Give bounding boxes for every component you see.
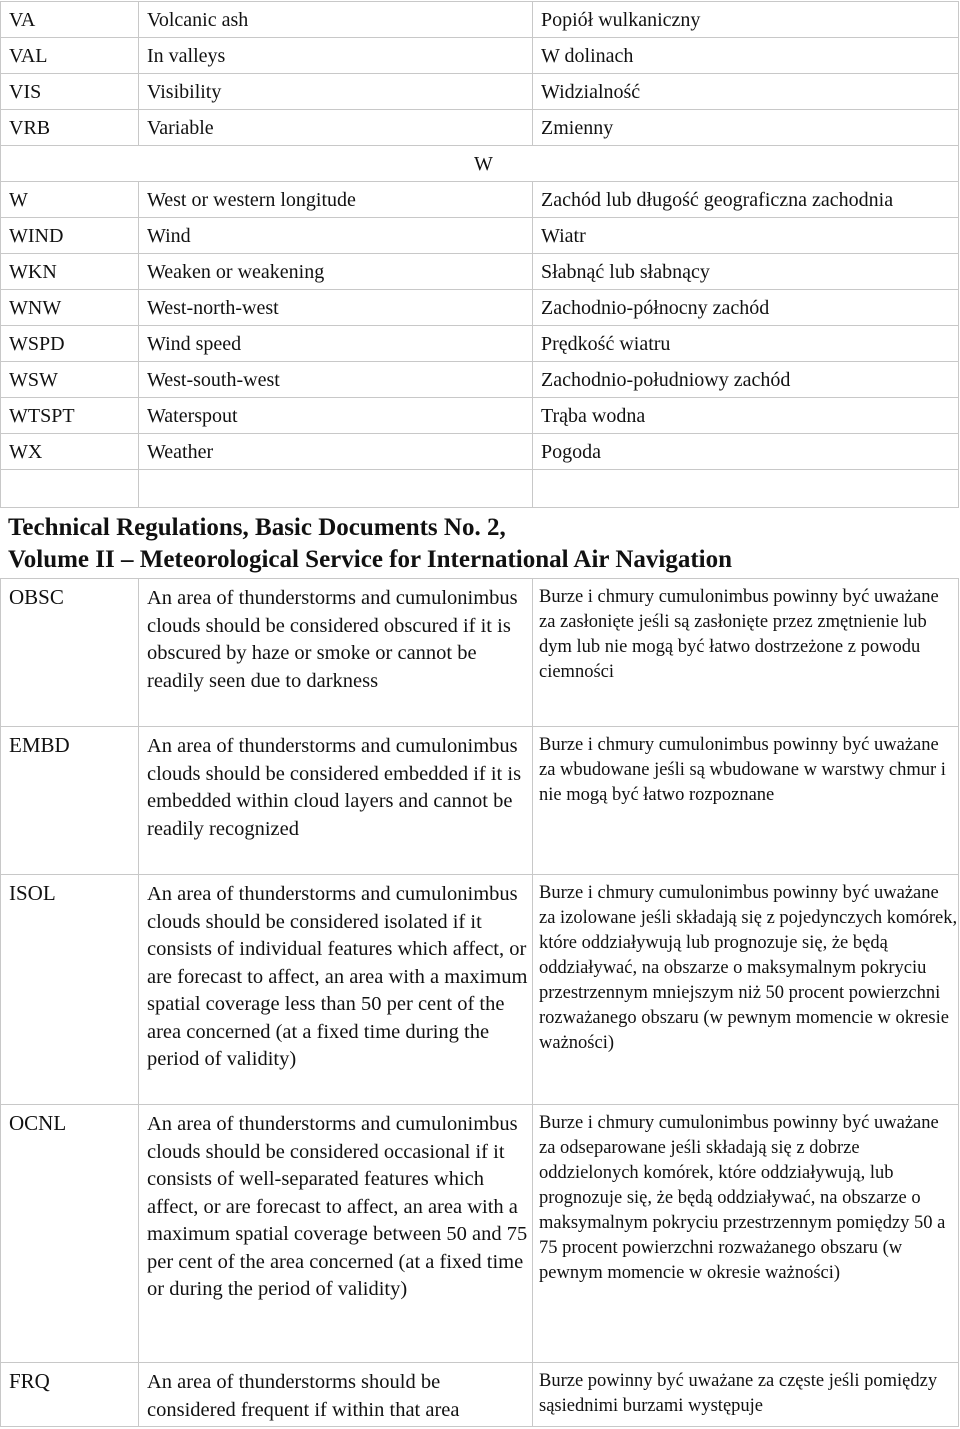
abbr-polish: Prędkość wiatru [533, 326, 959, 362]
definition-code: FRQ [1, 1363, 139, 1427]
table-row [1, 38, 959, 74]
definition-code: EMBD [1, 727, 139, 875]
definition-polish: Burze i chmury cumulonimbus powinny być uważane za wbudowane jeśli są wbudowane w warstwy chmur i nie mogą być łatwo rozpoznane [533, 727, 959, 875]
abbr-english: Visibility [139, 74, 533, 110]
table-row [1, 1363, 959, 1427]
abbr-english: In valleys [139, 38, 533, 74]
abbr-code: WIND [1, 218, 139, 254]
table-row [1, 326, 959, 362]
definition-polish: Burze i chmury cumulonimbus powinny być uważane za izolowane jeśli składają się z pojedynczych komórek, które oddziaływują lub prognozuje się, że będą oddziaływać, na obszarze o maksymalnym pokryciu przestrzennym mniejszym niż 50 procent powierzchni rozważanego obszaru (w pewnym momencie w okresie ważności) [533, 875, 959, 1105]
definition-polish: Burze powinny być uważane za częste jeśli pomiędzy sąsiednimi burzami występuje [533, 1363, 959, 1427]
table-row [1, 398, 959, 434]
abbr-english: Variable [139, 110, 533, 146]
abbr-english: Weaken or weakening [139, 254, 533, 290]
table-row [1, 110, 959, 146]
abbr-polish: Widzialność [533, 74, 959, 110]
table-row [1, 254, 959, 290]
heading-line-2: Volume II – Meteorological Service for International Air Navigation [8, 546, 732, 573]
abbr-english: West-south-west [139, 362, 533, 398]
table-row [1, 218, 959, 254]
abbr-english: West or western longitude [139, 182, 533, 218]
abbreviation-table [0, 1, 959, 508]
table-row [1, 434, 959, 470]
abbr-code: WNW [1, 290, 139, 326]
abbr-polish: Zachód lub długość geograficzna zachodnia [533, 182, 959, 218]
abbr-english: Wind [139, 218, 533, 254]
abbr-code: VAL [1, 38, 139, 74]
definition-english: An area of thunderstorms and cumulonimbus clouds should be considered obscured if it is obscured by haze or smoke or cannot be readily seen due to darkness [139, 579, 533, 727]
table-row [1, 2, 959, 38]
abbr-code: WTSPT [1, 398, 139, 434]
abbr-polish: Wiatr [533, 218, 959, 254]
abbr-polish: Zachodnio-południowy zachód [533, 362, 959, 398]
abbr-english: Volcanic ash [139, 2, 533, 38]
table-row [1, 74, 959, 110]
table-row [1, 362, 959, 398]
table-row [1, 875, 959, 1105]
abbr-code: WSW [1, 362, 139, 398]
table-row [1, 290, 959, 326]
heading-line-1: Technical Regulations, Basic Documents No. 2, [8, 514, 506, 541]
definitions-table [0, 578, 959, 1427]
document-heading [8, 512, 732, 576]
abbr-code: WX [1, 434, 139, 470]
abbr-code: WSPD [1, 326, 139, 362]
abbr-polish: Pogoda [533, 434, 959, 470]
definition-english: An area of thunderstorms and cumulonimbus clouds should be considered embedded if it is embedded within cloud layers and cannot be readily recognized [139, 727, 533, 875]
abbr-english: West-north-west [139, 290, 533, 326]
definition-polish: Burze i chmury cumulonimbus powinny być uważane za zasłonięte jeśli są zasłonięte przez zmętnienie lub dym lub nie mogą być łatwo dostrzeżone z powodu ciemności [533, 579, 959, 727]
table-row [1, 579, 959, 727]
table-row [1, 1105, 959, 1363]
abbr-code: VRB [1, 110, 139, 146]
abbr-polish: Zachodnio-północny zachód [533, 290, 959, 326]
abbr-polish: Słabnąć lub słabnący [533, 254, 959, 290]
empty-cell [533, 470, 959, 508]
definition-english: An area of thunderstorms and cumulonimbus clouds should be considered occasional if it consists of well-separated features which affect, or are forecast to affect, an area with a maximum spatial coverage between 50 and 75 per cent of the area concerned (at a fixed time or during the period of validity) [139, 1105, 533, 1363]
definition-code: OCNL [1, 1105, 139, 1363]
definition-code: OBSC [1, 579, 139, 727]
abbr-code: WKN [1, 254, 139, 290]
definition-code: ISOL [1, 875, 139, 1105]
abbr-polish: W dolinach [533, 38, 959, 74]
empty-cell [139, 470, 533, 508]
abbr-english: Wind speed [139, 326, 533, 362]
definition-english: An area of thunderstorms should be considered frequent if within that area [139, 1363, 533, 1427]
abbr-english: Weather [139, 434, 533, 470]
empty-row [1, 470, 959, 508]
definition-polish: Burze i chmury cumulonimbus powinny być uważane za odseparowane jeśli składają się z dobrze oddzielonych komórek, które oddziaływują, lub prognozuje się, że będą oddziaływać, na obszarze o maksymalnym pokryciu przestrzennym pomiędzy 50 a 75 procent powierzchni rozważanego obszaru (w pewnym momencie w okresie ważności) [533, 1105, 959, 1363]
definition-english: An area of thunderstorms and cumulonimbus clouds should be considered isolated if it consists of individual features which affect, or are forecast to affect, an area with a maximum spatial coverage less than 50 per cent of the area concerned (at a fixed time during the period of validity) [139, 875, 533, 1105]
abbr-code: VIS [1, 74, 139, 110]
empty-cell [1, 470, 139, 508]
section-row [1, 146, 959, 182]
abbr-code: W [1, 182, 139, 218]
table-row [1, 727, 959, 875]
abbr-polish: Trąba wodna [533, 398, 959, 434]
abbr-code: VA [1, 2, 139, 38]
abbr-english: Waterspout [139, 398, 533, 434]
table-row [1, 182, 959, 218]
section-letter: W [1, 146, 959, 182]
abbr-polish: Popiół wulkaniczny [533, 2, 959, 38]
abbr-polish: Zmienny [533, 110, 959, 146]
